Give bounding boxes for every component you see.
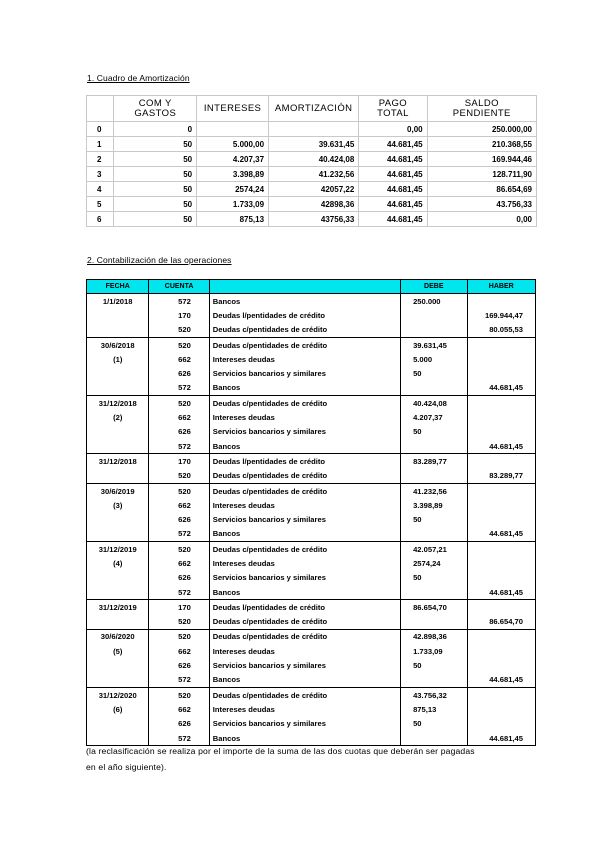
journal-cell-concepto: Intereses deudas — [209, 556, 400, 570]
col-header-fecha: FECHA — [87, 280, 149, 294]
journal-cell-cuenta: 572 — [149, 585, 209, 600]
journal-row — [87, 352, 536, 366]
journal-cell-haber — [467, 483, 536, 498]
journal-cell-debe: 3.398,89 — [401, 498, 467, 512]
journal-cell-concepto: Bancos — [209, 439, 400, 454]
journal-cell-fecha: (3) — [87, 498, 149, 512]
journal-cell-haber — [467, 688, 536, 703]
journal-cell-cuenta: 662 — [149, 644, 209, 658]
journal-cell-debe: 50 — [401, 425, 467, 439]
amortization-cell-period: 4 — [87, 182, 114, 197]
amortization-cell-intereses: 5.000,00 — [197, 137, 269, 152]
journal-cell-concepto: Deudas c/pentidades de crédito — [209, 483, 400, 498]
amortization-cell-com-gastos: 50 — [114, 137, 197, 152]
journal-cell-cuenta: 572 — [149, 381, 209, 396]
amortization-cell-pago-total: 44.681,45 — [359, 212, 427, 227]
journal-cell-debe: 39.631,45 — [401, 337, 467, 352]
amortization-cell-com-gastos: 50 — [114, 167, 197, 182]
journal-cell-haber — [467, 629, 536, 644]
amortization-cell-amortizacion: 39.631,45 — [269, 137, 359, 152]
journal-cell-concepto: Deudas l/pentidades de crédito — [209, 454, 400, 469]
journal-cell-haber — [467, 702, 536, 716]
journal-cell-fecha: 1/1/2018 — [87, 294, 149, 309]
journal-cell-debe — [401, 527, 467, 542]
journal-row — [87, 294, 536, 309]
journal-cell-fecha — [87, 571, 149, 585]
journal-cell-haber: 83.289,77 — [467, 469, 536, 484]
journal-cell-fecha: (2) — [87, 410, 149, 424]
journal-cell-concepto: Intereses deudas — [209, 410, 400, 424]
journal-cell-concepto: Servicios bancarios y similares — [209, 658, 400, 672]
journal-cell-fecha — [87, 527, 149, 542]
journal-cell-haber — [467, 556, 536, 570]
journal-cell-debe: 50 — [401, 717, 467, 731]
journal-row — [87, 410, 536, 424]
amortization-row — [87, 182, 537, 197]
journal-row — [87, 425, 536, 439]
journal-row — [87, 600, 536, 615]
journal-cell-concepto: Servicios bancarios y similares — [209, 425, 400, 439]
journal-cell-concepto: Bancos — [209, 673, 400, 688]
journal-cell-haber — [467, 366, 536, 380]
amortization-cell-pago-total: 44.681,45 — [359, 197, 427, 212]
journal-cell-fecha: 31/12/2019 — [87, 600, 149, 615]
journal-cell-concepto: Servicios bancarios y similares — [209, 366, 400, 380]
journal-cell-cuenta: 572 — [149, 294, 209, 309]
amortization-row — [87, 122, 537, 137]
journal-cell-cuenta: 572 — [149, 439, 209, 454]
journal-cell-cuenta: 626 — [149, 571, 209, 585]
amortization-cell-period: 5 — [87, 197, 114, 212]
journal-row — [87, 381, 536, 396]
journal-cell-haber — [467, 542, 536, 557]
journal-cell-cuenta: 170 — [149, 600, 209, 615]
journal-cell-fecha — [87, 366, 149, 380]
journal-cell-haber — [467, 425, 536, 439]
note-line-1: (la reclasificación se realiza por el importe de la suma de las dos cuotas que deberán ser pagadas — [86, 746, 475, 756]
journal-row — [87, 717, 536, 731]
journal-cell-debe: 2574,24 — [401, 556, 467, 570]
journal-cell-haber: 44.681,45 — [467, 527, 536, 542]
amortization-cell-saldo-pendiente: 86.654,69 — [427, 182, 536, 197]
journal-cell-cuenta: 520 — [149, 483, 209, 498]
journal-cell-debe — [401, 585, 467, 600]
journal-cell-cuenta: 520 — [149, 469, 209, 484]
journal-cell-cuenta: 572 — [149, 527, 209, 542]
amortization-cell-com-gastos: 50 — [114, 182, 197, 197]
amortization-row — [87, 152, 537, 167]
journal-row — [87, 629, 536, 644]
amortization-row — [87, 197, 537, 212]
journal-cell-fecha — [87, 512, 149, 526]
journal-cell-cuenta: 520 — [149, 629, 209, 644]
journal-cell-fecha — [87, 439, 149, 454]
journal-cell-cuenta: 572 — [149, 731, 209, 746]
amortization-cell-period: 0 — [87, 122, 114, 137]
journal-row — [87, 366, 536, 380]
journal-row — [87, 688, 536, 703]
amortization-cell-saldo-pendiente: 169.944,46 — [427, 152, 536, 167]
amortization-cell-period: 1 — [87, 137, 114, 152]
journal-cell-cuenta: 662 — [149, 702, 209, 716]
journal-cell-fecha: 31/12/2019 — [87, 542, 149, 557]
amortization-cell-period: 2 — [87, 152, 114, 167]
journal-cell-haber: 44.681,45 — [467, 585, 536, 600]
amortization-row — [87, 212, 537, 227]
journal-cell-haber — [467, 337, 536, 352]
journal-cell-cuenta: 520 — [149, 323, 209, 338]
journal-cell-debe: 250.000 — [401, 294, 467, 309]
journal-cell-haber — [467, 512, 536, 526]
journal-header-row — [87, 280, 536, 294]
journal-cell-haber: 86.654,70 — [467, 615, 536, 630]
amortization-cell-intereses: 4.207,37 — [197, 152, 269, 167]
col-header-saldo-pendiente: SALDO PENDIENTE — [427, 96, 536, 122]
journal-row — [87, 323, 536, 338]
amortization-cell-pago-total: 0,00 — [359, 122, 427, 137]
journal-cell-cuenta: 662 — [149, 410, 209, 424]
journal-cell-fecha — [87, 615, 149, 630]
journal-cell-debe: 83.289,77 — [401, 454, 467, 469]
journal-cell-concepto: Deudas c/pentidades de crédito — [209, 629, 400, 644]
journal-cell-fecha: 31/12/2020 — [87, 688, 149, 703]
note-line-2: en el año siguiente). — [86, 762, 167, 772]
journal-cell-fecha — [87, 381, 149, 396]
journal-cell-cuenta: 626 — [149, 658, 209, 672]
journal-cell-haber — [467, 352, 536, 366]
journal-cell-fecha — [87, 673, 149, 688]
amortization-cell-amortizacion: 42898,36 — [269, 197, 359, 212]
journal-cell-haber — [467, 410, 536, 424]
journal-cell-debe — [401, 381, 467, 396]
journal-row — [87, 512, 536, 526]
journal-cell-haber — [467, 717, 536, 731]
journal-cell-haber — [467, 571, 536, 585]
amortization-cell-com-gastos: 50 — [114, 152, 197, 167]
journal-cell-fecha — [87, 658, 149, 672]
journal-cell-concepto: Intereses deudas — [209, 702, 400, 716]
journal-cell-debe: 4.207,37 — [401, 410, 467, 424]
col-header-concepto — [209, 280, 400, 294]
amortization-cell-pago-total: 44.681,45 — [359, 167, 427, 182]
journal-cell-cuenta: 520 — [149, 396, 209, 411]
amortization-table — [86, 95, 537, 227]
journal-cell-fecha: 31/12/2018 — [87, 454, 149, 469]
amortization-cell-saldo-pendiente: 43.756,33 — [427, 197, 536, 212]
journal-row — [87, 337, 536, 352]
journal-row — [87, 556, 536, 570]
journal-cell-fecha — [87, 323, 149, 338]
journal-cell-debe: 42.057,21 — [401, 542, 467, 557]
amortization-header-row — [87, 96, 537, 122]
journal-cell-cuenta: 626 — [149, 425, 209, 439]
amortization-cell-intereses: 1.733,09 — [197, 197, 269, 212]
journal-cell-concepto: Intereses deudas — [209, 644, 400, 658]
journal-row — [87, 585, 536, 600]
amortization-cell-saldo-pendiente: 210.368,55 — [427, 137, 536, 152]
journal-cell-haber: 44.681,45 — [467, 439, 536, 454]
journal-row — [87, 527, 536, 542]
journal-cell-debe — [401, 615, 467, 630]
journal-row — [87, 673, 536, 688]
journal-cell-debe: 86.654,70 — [401, 600, 467, 615]
journal-cell-fecha: 30/6/2018 — [87, 337, 149, 352]
journal-cell-cuenta: 626 — [149, 512, 209, 526]
amortization-cell-amortizacion: 42057,22 — [269, 182, 359, 197]
journal-cell-concepto: Deudas c/pentidades de crédito — [209, 542, 400, 557]
journal-row — [87, 702, 536, 716]
journal-cell-debe — [401, 469, 467, 484]
journal-cell-concepto: Servicios bancarios y similares — [209, 512, 400, 526]
journal-cell-debe: 42.898,36 — [401, 629, 467, 644]
journal-cell-debe — [401, 323, 467, 338]
journal-cell-concepto: Bancos — [209, 381, 400, 396]
journal-row — [87, 439, 536, 454]
journal-cell-haber — [467, 600, 536, 615]
journal-cell-cuenta: 170 — [149, 454, 209, 469]
journal-cell-debe — [401, 673, 467, 688]
amortization-cell-period: 3 — [87, 167, 114, 182]
journal-row — [87, 454, 536, 469]
amortization-cell-saldo-pendiente: 250.000,00 — [427, 122, 536, 137]
journal-cell-cuenta: 520 — [149, 542, 209, 557]
journal-cell-fecha — [87, 469, 149, 484]
journal-cell-fecha: (4) — [87, 556, 149, 570]
journal-cell-haber — [467, 498, 536, 512]
journal-row — [87, 498, 536, 512]
amortization-cell-com-gastos: 0 — [114, 122, 197, 137]
journal-cell-haber: 80.055,53 — [467, 323, 536, 338]
amortization-cell-pago-total: 44.681,45 — [359, 137, 427, 152]
journal-cell-concepto: Deudas c/pentidades de crédito — [209, 396, 400, 411]
amortization-cell-com-gastos: 50 — [114, 197, 197, 212]
journal-cell-debe: 50 — [401, 571, 467, 585]
amortization-cell-period: 6 — [87, 212, 114, 227]
col-header-period — [87, 96, 114, 122]
journal-row — [87, 396, 536, 411]
amortization-cell-intereses — [197, 122, 269, 137]
journal-cell-cuenta: 662 — [149, 556, 209, 570]
journal-cell-debe: 50 — [401, 366, 467, 380]
accounting-heading: 2. Contabilización de las operaciones — [87, 255, 232, 265]
journal-cell-debe: 5.000 — [401, 352, 467, 366]
journal-cell-fecha: 30/6/2020 — [87, 629, 149, 644]
col-header-intereses: INTERESES — [197, 96, 269, 122]
journal-row — [87, 644, 536, 658]
amortization-cell-amortizacion: 43756,33 — [269, 212, 359, 227]
amortization-cell-intereses: 2574,24 — [197, 182, 269, 197]
col-header-cuenta: CUENTA — [149, 280, 209, 294]
journal-cell-debe — [401, 439, 467, 454]
amortization-cell-com-gastos: 50 — [114, 212, 197, 227]
journal-row — [87, 542, 536, 557]
col-header-com-gastos: COM Y GASTOS — [114, 96, 197, 122]
amortization-cell-amortizacion: 40.424,08 — [269, 152, 359, 167]
amortization-cell-intereses: 875,13 — [197, 212, 269, 227]
journal-cell-haber — [467, 454, 536, 469]
col-header-amortizacion: AMORTIZACIÓN — [269, 96, 359, 122]
journal-cell-fecha: 30/6/2019 — [87, 483, 149, 498]
journal-cell-concepto: Intereses deudas — [209, 352, 400, 366]
journal-cell-debe: 43.756,32 — [401, 688, 467, 703]
journal-cell-debe: 50 — [401, 512, 467, 526]
amortization-heading: 1. Cuadro de Amortización — [87, 73, 190, 83]
journal-cell-cuenta: 520 — [149, 615, 209, 630]
journal-cell-fecha: (6) — [87, 702, 149, 716]
journal-cell-debe: 1.733,09 — [401, 644, 467, 658]
amortization-row — [87, 137, 537, 152]
col-header-pago-total: PAGO TOTAL — [359, 96, 427, 122]
journal-cell-concepto: Bancos — [209, 585, 400, 600]
journal-cell-cuenta: 626 — [149, 717, 209, 731]
journal-table — [86, 279, 536, 746]
journal-cell-fecha: (5) — [87, 644, 149, 658]
journal-cell-cuenta: 520 — [149, 688, 209, 703]
journal-row — [87, 571, 536, 585]
journal-cell-concepto: Deudas c/pentidades de crédito — [209, 469, 400, 484]
journal-cell-concepto: Intereses deudas — [209, 498, 400, 512]
journal-cell-concepto: Servicios bancarios y similares — [209, 717, 400, 731]
journal-cell-debe — [401, 731, 467, 746]
amortization-row — [87, 167, 537, 182]
journal-cell-debe — [401, 308, 467, 322]
journal-cell-debe: 50 — [401, 658, 467, 672]
journal-cell-fecha — [87, 425, 149, 439]
col-header-debe: DEBE — [401, 280, 467, 294]
journal-cell-fecha — [87, 308, 149, 322]
journal-cell-haber — [467, 396, 536, 411]
journal-row — [87, 469, 536, 484]
journal-cell-haber: 44.681,45 — [467, 381, 536, 396]
journal-cell-concepto: Deudas c/pentidades de crédito — [209, 615, 400, 630]
journal-cell-haber — [467, 658, 536, 672]
journal-row — [87, 483, 536, 498]
journal-cell-concepto: Deudas l/pentidades de crédito — [209, 600, 400, 615]
journal-row — [87, 615, 536, 630]
journal-cell-debe: 875,13 — [401, 702, 467, 716]
journal-cell-haber: 44.681,45 — [467, 673, 536, 688]
journal-cell-fecha: 31/12/2018 — [87, 396, 149, 411]
amortization-cell-pago-total: 44.681,45 — [359, 182, 427, 197]
journal-cell-cuenta: 170 — [149, 308, 209, 322]
journal-cell-concepto: Deudas c/pentidades de crédito — [209, 323, 400, 338]
col-header-haber: HABER — [467, 280, 536, 294]
journal-cell-haber — [467, 294, 536, 309]
journal-cell-concepto: Deudas c/pentidades de crédito — [209, 688, 400, 703]
journal-cell-fecha — [87, 585, 149, 600]
journal-cell-fecha: (1) — [87, 352, 149, 366]
amortization-cell-amortizacion: 41.232,56 — [269, 167, 359, 182]
amortization-cell-saldo-pendiente: 0,00 — [427, 212, 536, 227]
amortization-cell-amortizacion — [269, 122, 359, 137]
journal-row — [87, 308, 536, 322]
amortization-cell-intereses: 3.398,89 — [197, 167, 269, 182]
journal-cell-fecha — [87, 731, 149, 746]
journal-cell-concepto: Bancos — [209, 294, 400, 309]
amortization-cell-saldo-pendiente: 128.711,90 — [427, 167, 536, 182]
journal-cell-concepto: Bancos — [209, 527, 400, 542]
journal-cell-concepto: Bancos — [209, 731, 400, 746]
journal-cell-cuenta: 626 — [149, 366, 209, 380]
journal-cell-cuenta: 520 — [149, 337, 209, 352]
journal-cell-concepto: Deudas c/pentidades de crédito — [209, 337, 400, 352]
journal-cell-concepto: Servicios bancarios y similares — [209, 571, 400, 585]
journal-cell-haber: 169.944,47 — [467, 308, 536, 322]
journal-cell-cuenta: 662 — [149, 352, 209, 366]
journal-cell-concepto: Deudas l/pentidades de crédito — [209, 308, 400, 322]
journal-cell-haber: 44.681,45 — [467, 731, 536, 746]
journal-row — [87, 731, 536, 746]
journal-cell-cuenta: 662 — [149, 498, 209, 512]
journal-cell-debe: 41.232,56 — [401, 483, 467, 498]
journal-cell-debe: 40.424,08 — [401, 396, 467, 411]
journal-cell-cuenta: 572 — [149, 673, 209, 688]
amortization-cell-pago-total: 44.681,45 — [359, 152, 427, 167]
journal-cell-fecha — [87, 717, 149, 731]
journal-cell-haber — [467, 644, 536, 658]
journal-row — [87, 658, 536, 672]
